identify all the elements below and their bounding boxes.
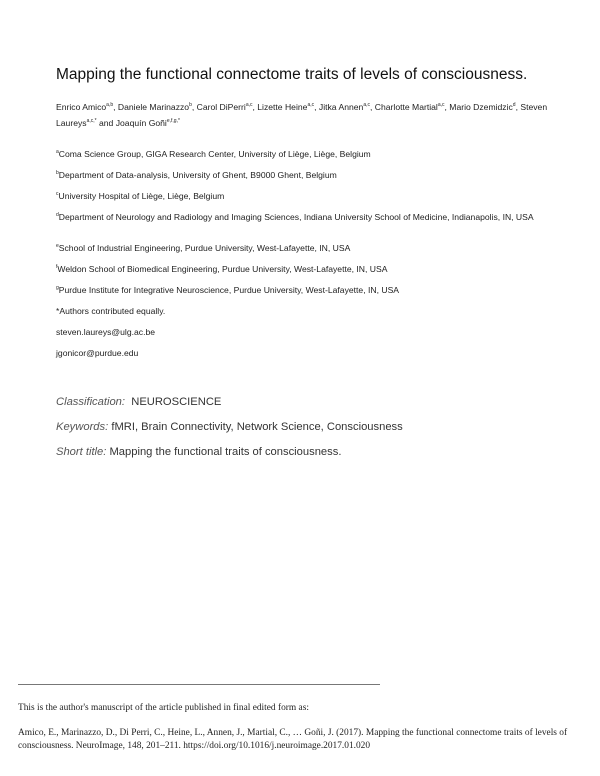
keywords-label: Keywords:	[56, 421, 109, 433]
author-name: Charlotte Martial	[374, 102, 438, 112]
author-name: Enrico Amico	[56, 102, 107, 112]
affiliation-marker: g	[56, 285, 59, 292]
affiliation-item	[56, 212, 536, 223]
affiliation-marker: b	[56, 170, 59, 177]
author-affiliation-marker: a,c	[307, 102, 315, 109]
author-separator: ,	[444, 102, 450, 112]
affiliation-text: *Authors contributed equally.	[56, 306, 166, 316]
author-name: Joaquín Goñi	[115, 118, 167, 128]
citation-text: Amico, E., Marinazzo, D., Di Perri, C., Heine, L., Annen, J., Martial, C., … Goñi, J. (2017). Mapping the functional connectome traits of levels of consciousness. NeuroImage, 148, 201–211. https://doi.org/10.1016/j.neuroimage.2017.01.020	[18, 728, 568, 751]
author-affiliation-marker: a,c	[245, 102, 253, 109]
affiliation-text: Weldon School of Biomedical Engineering, Purdue University, West-Lafayette, IN, USA	[57, 264, 388, 274]
author-affiliation-marker: a,c,*	[86, 118, 97, 125]
keywords-value: fMRI, Brain Connectivity, Network Science, Consciousness	[111, 421, 403, 433]
author-separator: and	[96, 118, 116, 128]
affiliation-text: steven.laureys@ulg.ac.be	[56, 327, 156, 337]
affiliation-text: Department of Neurology and Radiology and Imaging Sciences, Indiana University School of Medicine, Indianapolis, IN, USA	[58, 212, 534, 222]
affiliation-text: Purdue Institute for Integrative Neuroscience, Purdue University, West-Lafayette, IN, USA	[58, 285, 400, 295]
affiliation-marker: c	[56, 191, 59, 198]
footnote-divider	[18, 684, 380, 685]
affiliation-text: Coma Science Group, GIGA Research Center, University of Liège, Liège, Belgium	[58, 149, 371, 159]
author-affiliation-marker: e,f,g,*	[166, 118, 180, 125]
author-separator: ,	[252, 102, 258, 112]
affiliation-marker: f	[56, 264, 58, 271]
affiliation-text: University Hospital of Liège, Liège, Belgium	[58, 191, 225, 201]
author-affiliation-marker: b	[189, 102, 192, 109]
author-list	[56, 99, 556, 131]
author-name: Jitka Annen	[318, 102, 364, 112]
author-affiliation-marker: d	[512, 102, 516, 109]
author-separator: ,	[113, 102, 118, 112]
affiliation-marker: d	[56, 212, 59, 219]
affiliation-text: Department of Data-analysis, University of Ghent, B9000 Ghent, Belgium	[58, 170, 337, 180]
affiliation-text: School of Industrial Engineering, Purdue University, West-Lafayette, IN, USA	[58, 243, 351, 253]
author-name: Steven Laureys	[56, 102, 548, 128]
affiliation-text: jgonicor@purdue.edu	[56, 348, 139, 358]
affiliation-item	[56, 285, 536, 296]
classification-line	[56, 396, 556, 408]
author-separator: ,	[191, 102, 197, 112]
classification-label: Classification:	[56, 396, 126, 408]
author-name: Lizette Heine	[257, 102, 308, 112]
short-title-label: Short title:	[56, 446, 107, 458]
short-title-line	[56, 446, 556, 458]
author-separator: ,	[314, 102, 319, 112]
author-affiliation-marker: a,c	[363, 102, 370, 109]
affiliation-item	[56, 348, 536, 359]
author-affiliation-marker: a,c	[437, 102, 445, 109]
author-name: Carol DiPerri	[196, 102, 246, 112]
affiliation-item	[56, 243, 536, 254]
affiliation-item	[56, 149, 536, 160]
author-affiliation-marker: a,b	[106, 102, 114, 109]
paper-title: Mapping the functional connectome traits of levels of consciousness.	[56, 66, 528, 83]
affiliation-item	[56, 191, 536, 202]
author-separator: ,	[370, 102, 375, 112]
author-separator: ,	[515, 102, 521, 112]
affiliation-item	[56, 306, 536, 317]
short-title-value: Mapping the functional traits of consciousness.	[109, 446, 342, 458]
affiliation-marker: e	[56, 243, 59, 250]
classification-value: NEUROSCIENCE	[131, 396, 222, 408]
affiliation-item	[56, 264, 536, 275]
keywords-line	[56, 421, 556, 433]
author-name: Daniele Marinazzo	[117, 102, 190, 112]
manuscript-note: This is the author's manuscript of the article published in final edited form as:	[18, 703, 309, 713]
affiliation-item	[56, 327, 536, 338]
affiliation-marker: a	[56, 149, 59, 156]
affiliation-item	[56, 170, 536, 181]
author-name: Mario Dzemidzic	[449, 102, 513, 112]
